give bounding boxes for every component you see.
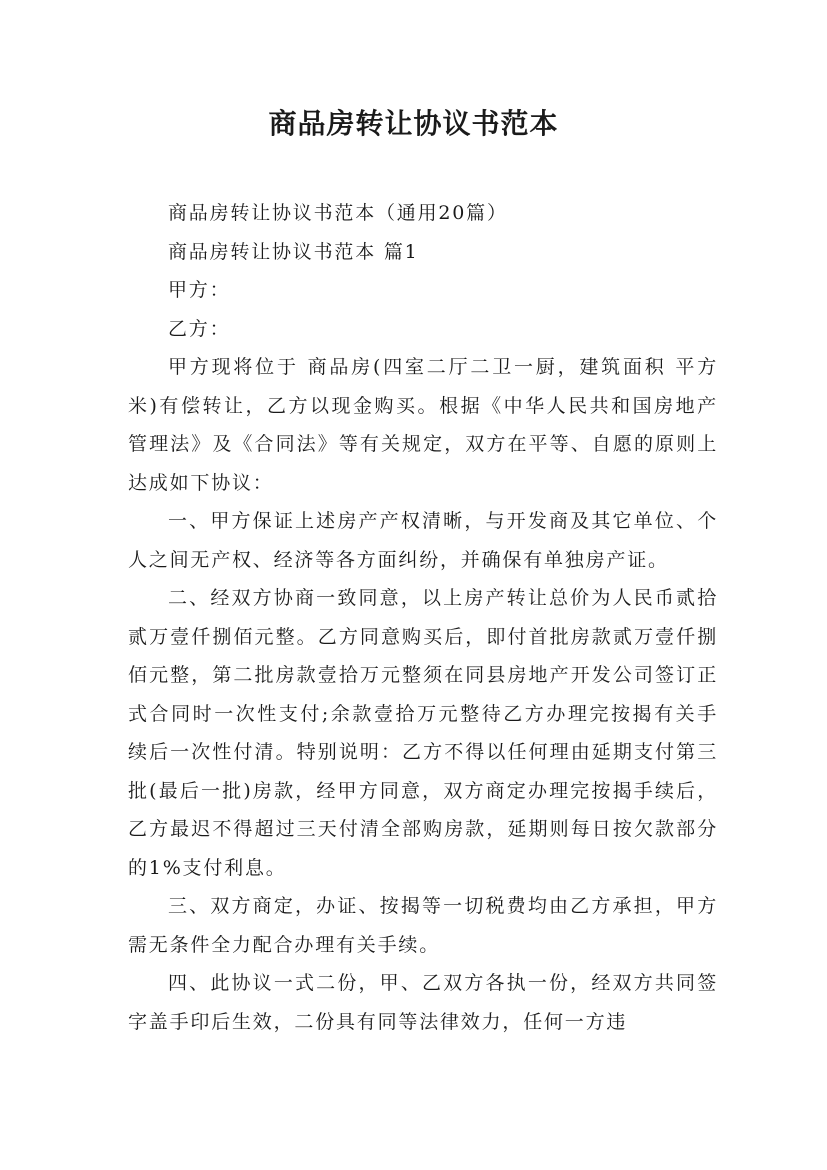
document-body	[128, 194, 718, 1041]
paragraph-clause-2: 二、经双方协商一致同意，以上房产转让总价为人民币贰拾贰万壹仟捌佰元整。乙方同意购买后，即付首批房款贰万壹仟捌佰元整，第二批房款壹拾万元整须在同县房地产开发公司签订正式合同时一次性支付;余款壹拾万元整待乙方办理完按揭有关手续后一次性付清。特别说明：乙方不得以任何理由延期支付第三批(最后一批)房款，经甲方同意，双方商定办理完按揭手续后，乙方最迟不得超过三天付清全部购房款，延期则每日按欠款部分的1%支付利息。	[128, 587, 718, 879]
paragraph-clause-1: 一、甲方保证上述房产产权清晰，与开发商及其它单位、个人之间无产权、经济等各方面纠纷，并确保有单独房产证。	[128, 510, 718, 571]
paragraph-party-b: 乙方：	[168, 317, 231, 340]
paragraph-subtitle: 商品房转让协议书范本（通用20篇）	[168, 202, 508, 224]
paragraph-section-heading: 商品房转让协议书范本 篇1	[168, 240, 419, 263]
document-title: 商品房转让协议书范本	[268, 107, 559, 140]
paragraph-intro: 甲方现将位于 商品房(四室二厅二卫一厨，建筑面积 平方米)有偿转让，乙方以现金购买。根据《中华人民共和国房地产管理法》及《合同法》等有关规定，双方在平等、自愿的原则上达成如下协议：	[128, 356, 718, 494]
paragraph-clause-4: 四、此协议一式二份，甲、乙双方各执一份，经双方共同签字盖手印后生效，二份具有同等法律效力，任何一方违	[128, 972, 718, 1033]
paragraph-party-a: 甲方：	[168, 279, 231, 301]
paragraph-clause-3: 三、双方商定，办证、按揭等一切税费均由乙方承担，甲方需无条件全力配合办理有关手续。	[128, 895, 718, 956]
